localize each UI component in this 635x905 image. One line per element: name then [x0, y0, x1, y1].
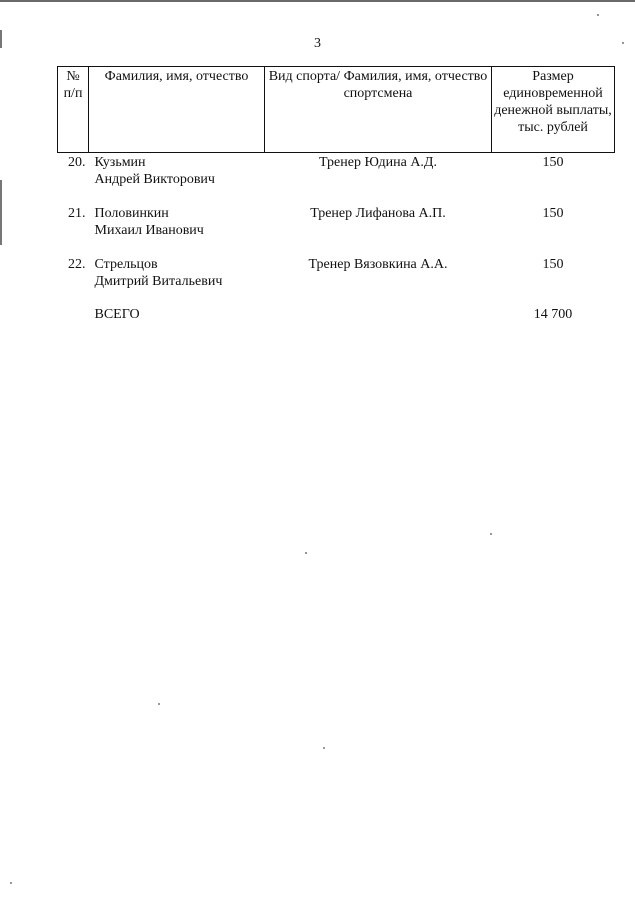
scan-speck: [10, 882, 12, 884]
table-row: [58, 255, 615, 306]
scan-speck: [158, 703, 160, 705]
table-row: [58, 204, 615, 255]
total-amount: 14 700: [533, 307, 573, 322]
scan-edge-left: [0, 180, 2, 245]
row-full-name: [89, 204, 265, 255]
row-sport-coach: Тренер Вязовкина А.А.: [308, 257, 448, 272]
row-amount: 150: [542, 206, 564, 221]
row-full-name: [89, 255, 265, 306]
row-given-names: Михаил Иванович: [94, 223, 204, 238]
header-sport: Вид спорта/ Фамилия, имя, отчество спортсмена: [265, 67, 492, 153]
scan-edge-top: [0, 0, 635, 2]
scan-speck: [597, 14, 599, 16]
row-given-names: Андрей Викторович: [94, 172, 215, 187]
total-spacer: [58, 306, 89, 323]
row-surname: Кузьмин: [94, 155, 146, 170]
page-number: 3: [314, 36, 321, 51]
total-spacer: [265, 306, 492, 323]
row-number: 20.: [68, 155, 86, 170]
row-surname: Половинкин: [94, 206, 169, 221]
row-number: 21.: [68, 206, 86, 221]
total-row: [58, 306, 615, 323]
row-sport-coach: Тренер Лифанова А.П.: [310, 206, 446, 221]
total-label: ВСЕГО: [94, 307, 140, 322]
row-surname: Стрельцов: [94, 257, 158, 272]
row-amount: 150: [542, 257, 564, 272]
table-row: [58, 153, 615, 205]
row-sport-coach: Тренер Юдина А.Д.: [319, 155, 437, 170]
scan-speck: [305, 552, 307, 554]
header-amount: Размер единовременной денежной выплаты, тыс. рублей: [492, 67, 615, 153]
header-name: Фамилия, имя, отчество: [89, 67, 265, 153]
scan-speck: [323, 747, 325, 749]
payments-table: [57, 66, 615, 323]
scan-speck: [490, 533, 492, 535]
header-number: № п/п: [58, 67, 89, 153]
row-amount: 150: [542, 155, 564, 170]
table-header-row: [58, 67, 615, 153]
row-number: 22.: [68, 257, 86, 272]
row-full-name: [89, 153, 265, 205]
row-given-names: Дмитрий Витальевич: [94, 274, 223, 289]
